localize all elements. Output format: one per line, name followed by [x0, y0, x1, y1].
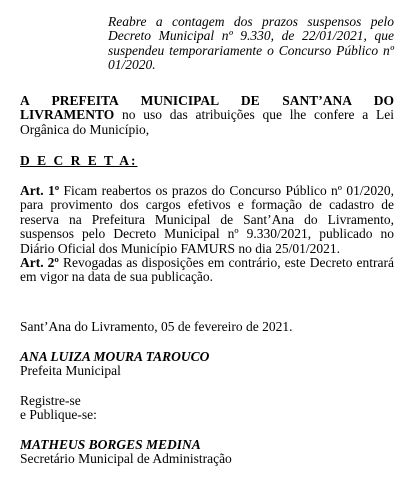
- signature-block-mayor: [20, 350, 394, 379]
- decree-summary: [108, 15, 394, 73]
- article-2-label: Art. 2º: [20, 255, 59, 271]
- article-1-text: Ficam reabertos os prazos do Concurso Público nº 01/2020, para provimento dos cargos efetivos e formação de cadastro de reserva na Prefeitura Municipal de Sant’Ana do Livramento, suspensos pelo Decreto Municipal nº 9.330/2021, publicado no Diário Oficial dos Município FAMURS no dia 25/01/2021.: [20, 183, 394, 256]
- mayor-name: ANA LUIZA MOURA TAROUCO: [20, 349, 210, 364]
- articles: [20, 184, 394, 285]
- publique-line: e Publique-se:: [20, 407, 97, 423]
- article-1-label: Art. 1º: [20, 183, 60, 198]
- article-2-text: Revogadas as disposições em contrário, este Decreto entrará em vigor na data de sua publicação.: [20, 255, 395, 285]
- secretary-title: Secretário Municipal de Administração: [20, 451, 232, 467]
- decreta-heading: D E C R E T A:: [20, 153, 138, 168]
- preamble-authority: A PREFEITA MUNICIPAL DE SANT’ANA DO LIVRAMENTO: [20, 93, 394, 123]
- preamble: [20, 94, 394, 137]
- summary-text: Reabre a contagem dos prazos suspensos pelo Decreto Municipal nº 9.330, de 22/01/2021, que suspendeu temporariamente o Concurso Público nº 01/2020.: [108, 14, 394, 73]
- secretary-name: MATHEUS BORGES MEDINA: [20, 437, 201, 452]
- registre-line: Registre-se: [20, 393, 81, 408]
- article-1: [20, 184, 394, 256]
- mayor-title: Prefeita Municipal: [20, 363, 121, 379]
- date-line: Sant’Ana do Livramento, 05 de fevereiro de 2021.: [20, 319, 293, 334]
- registration-note: [20, 394, 394, 423]
- article-2: [20, 256, 394, 285]
- signature-block-secretary: [20, 438, 394, 467]
- preamble-text: no uso das atribuições que lhe confere a Lei Orgânica do Município,: [20, 107, 394, 137]
